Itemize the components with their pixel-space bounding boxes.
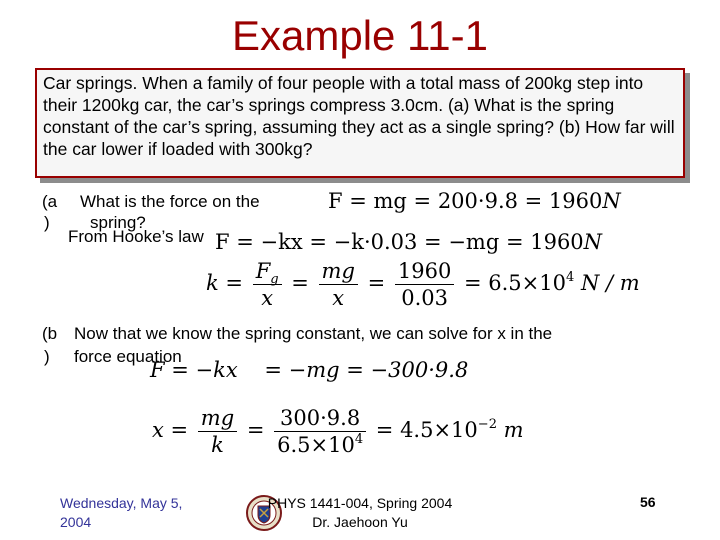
hookes-law-equation-text: F = −kx = −k·0.03 = −mg = 1960: [215, 230, 584, 254]
problem-statement-box: [35, 68, 685, 178]
fraction-1960-over-003: [395, 258, 454, 311]
part-a-label-2: ): [44, 213, 50, 232]
hookes-unit: N: [583, 230, 603, 254]
page-number: 56: [640, 494, 656, 510]
mg-numerator-b: mg: [198, 405, 237, 432]
spring-constant-equation: k = $\frac{F_g}{x}$ = $\frac{mg}{x}$ = $\frac{1960}{0.03}$ = $6.5\times 10^4$ N / m: [206, 259, 640, 310]
x-symbol: x: [152, 418, 164, 442]
fraction-fg-over-x: [253, 258, 282, 311]
part-a-question-2: spring?: [90, 213, 146, 232]
footer-course-line-2: Dr. Jaehoon Yu: [312, 514, 408, 530]
k-unit: N / m: [580, 271, 640, 295]
x-exponent: −2: [477, 417, 497, 432]
footer-date: [60, 494, 182, 532]
part-b-label-2: ): [44, 347, 50, 366]
footer-course-line-1: PHYS 1441-004, Spring 2004: [267, 495, 453, 511]
footer-date-line-2: 2004: [60, 514, 92, 530]
x-unit: m: [503, 418, 524, 442]
hookes-law-equation: [215, 230, 602, 254]
force-unit: N: [602, 189, 621, 213]
k-value-exponent: 4: [354, 432, 364, 447]
k-denominator: k: [211, 433, 224, 457]
denominator-003: 0.03: [401, 286, 448, 310]
footer-date-line-1: Wednesday, May 5,: [60, 495, 183, 511]
slide-title: Example 11-1: [231, 12, 489, 59]
footer-course: [250, 494, 470, 532]
mg-numerator: mg: [319, 258, 358, 285]
x-result: = 4.5×10: [375, 418, 478, 442]
part-b-text-2: force equation: [74, 347, 182, 366]
numerator-1960: 1960: [395, 258, 454, 285]
problem-text: Car springs. When a family of four people with a total mass of 200kg step into their 1200kg car, the car’s springs compress 3.0cm. (a) What is the spring constant of the car’s spring, assuming they act as a single spring? (b) How far will the car lower if loaded with 300kg?: [43, 73, 675, 159]
fraction-mg-over-k: [198, 405, 237, 458]
displacement-equation: x = $\frac{mg}{k}$ = $\frac{300\cdot 9.8}{6.5\times 10^4}$ = $4.5\times 10^{-2}$ m: [152, 406, 524, 457]
x-denominator-1: x: [261, 286, 274, 310]
k-result: = 6.5×10: [464, 271, 566, 295]
weight-numerator: 300·9.8: [274, 405, 366, 432]
part-b-label-1: (b: [42, 324, 58, 343]
x-denominator-2: x: [332, 286, 345, 310]
part-a-question-1: What is the force on the: [80, 192, 260, 211]
fraction-weight-over-k: [274, 405, 366, 458]
k-symbol: k: [206, 271, 219, 295]
force-balance-equation: F = −kx = −mg = −300·9.8: [150, 358, 469, 382]
force-equation: [328, 189, 621, 213]
hookes-law-label: From Hooke’s law: [68, 227, 204, 246]
part-b-text-1: Now that we know the spring constant, we can solve for x in the: [74, 324, 553, 343]
fg-numerator: F: [255, 259, 271, 283]
fg-subscript: g: [270, 272, 279, 288]
fraction-mg-over-x: [319, 258, 358, 311]
force-equation-text: F = mg = 200·9.8 = 1960: [328, 189, 603, 213]
part-a-label-1: (a: [42, 192, 58, 211]
k-value-denominator: 6.5×10: [277, 433, 355, 457]
k-exponent: 4: [566, 270, 575, 285]
